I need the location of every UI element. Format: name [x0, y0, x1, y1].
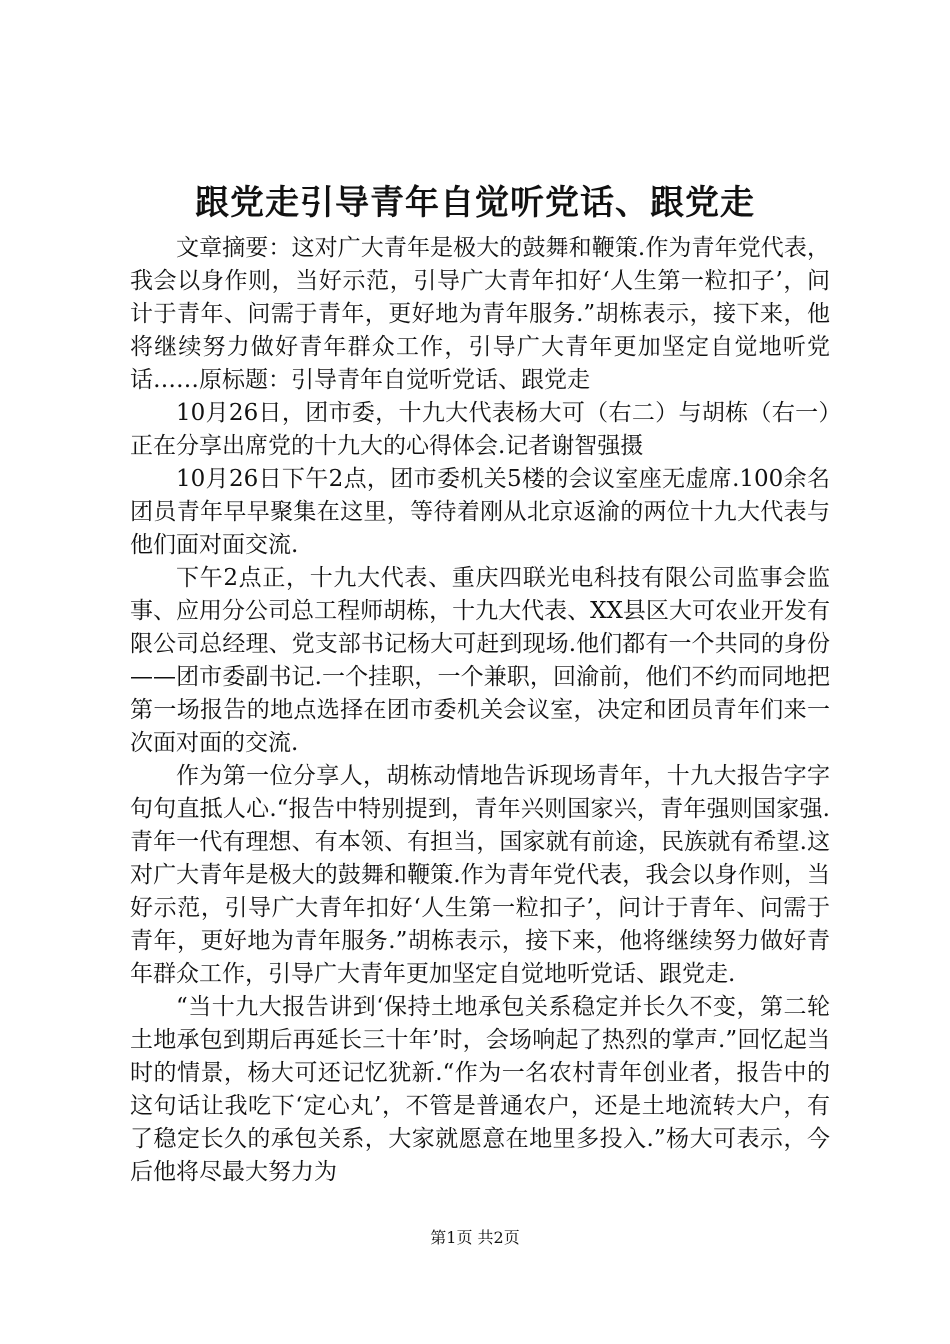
paragraph-hu-dong: 作为第一位分享人，胡栋动情地告诉现场青年，十九大报告字字句句直抵人心.“报告中特别提到，青年兴则国家兴，青年强则国家强.青年一代有理想、有本领、有担当，国家就有前途，民族就有希望.这对广大青年是极大的鼓舞和鞭策.作为青年党代表，我会以身作则，当好示范，引导广大青年扣好‘人生第一粒扣子’，问计于青年、问需于青年，更好地为青年服务.”胡栋表示，接下来，他将继续努力做好青年群众工作，引导广大青年更加坚定自觉地听党话、跟党走. — [130, 763, 830, 987]
paragraph-summary: 文章摘要：这对广大青年是极大的鼓舞和鞭策.作为青年党代表，我会以身作则，当好示范，引导广大青年扣好‘人生第一粒扣子’，问计于青年、问需于青年，更好地为青年服务.”胡栋表示，接下来，他将继续努力做好青年群众工作，引导广大青年更加坚定自觉地听党话……原标题：引导青年自觉听党话、跟党走 — [130, 235, 830, 393]
paragraph-representatives: 下午2点正，十九大代表、重庆四联光电科技有限公司监事会监事、应用分公司总工程师胡栋，十九大代表、XX县区大可农业开发有限公司总经理、党支部书记杨大可赶到现场.他们都有一个共同的身份——团市委副书记.一个挂职，一个兼职，回渝前，他们不约而同地把第一场报告的地点选择在团市委机关会议室，决定和团员青年们来一次面对面的交流. — [130, 565, 830, 756]
paragraph-photo-caption: 10月26日，团市委，十九大代表杨大可（右二）与胡栋（右一）正在分享出席党的十九大的心得体会.记者谢智强摄 — [130, 400, 830, 459]
document-body — [130, 232, 830, 1189]
document-title: 跟党走引导青年自觉听党话、跟党走 — [195, 183, 755, 223]
page-number-footer: 第1页 共2页 — [430, 1228, 520, 1247]
paragraph-meeting: 10月26日下午2点，团市委机关5楼的会议室座无虚席.100余名团员青年早早聚集在这里，等待着刚从北京返渝的两位十九大代表与他们面对面交流. — [130, 466, 830, 558]
paragraph-yang-dake: “当十九大报告讲到‘保持土地承包关系稳定并长久不变，第二轮土地承包到期后再延长三十年’时，会场响起了热烈的掌声.”回忆起当时的情景，杨大可还记忆犹新.“作为一名农村青年创业者，报告中的这句话让我吃下‘定心丸’，不管是普通农户，还是土地流转大户，有了稳定长久的承包关系，大家就愿意在地里多投入.”杨大可表示，今后他将尽最大努力为 — [130, 994, 830, 1185]
